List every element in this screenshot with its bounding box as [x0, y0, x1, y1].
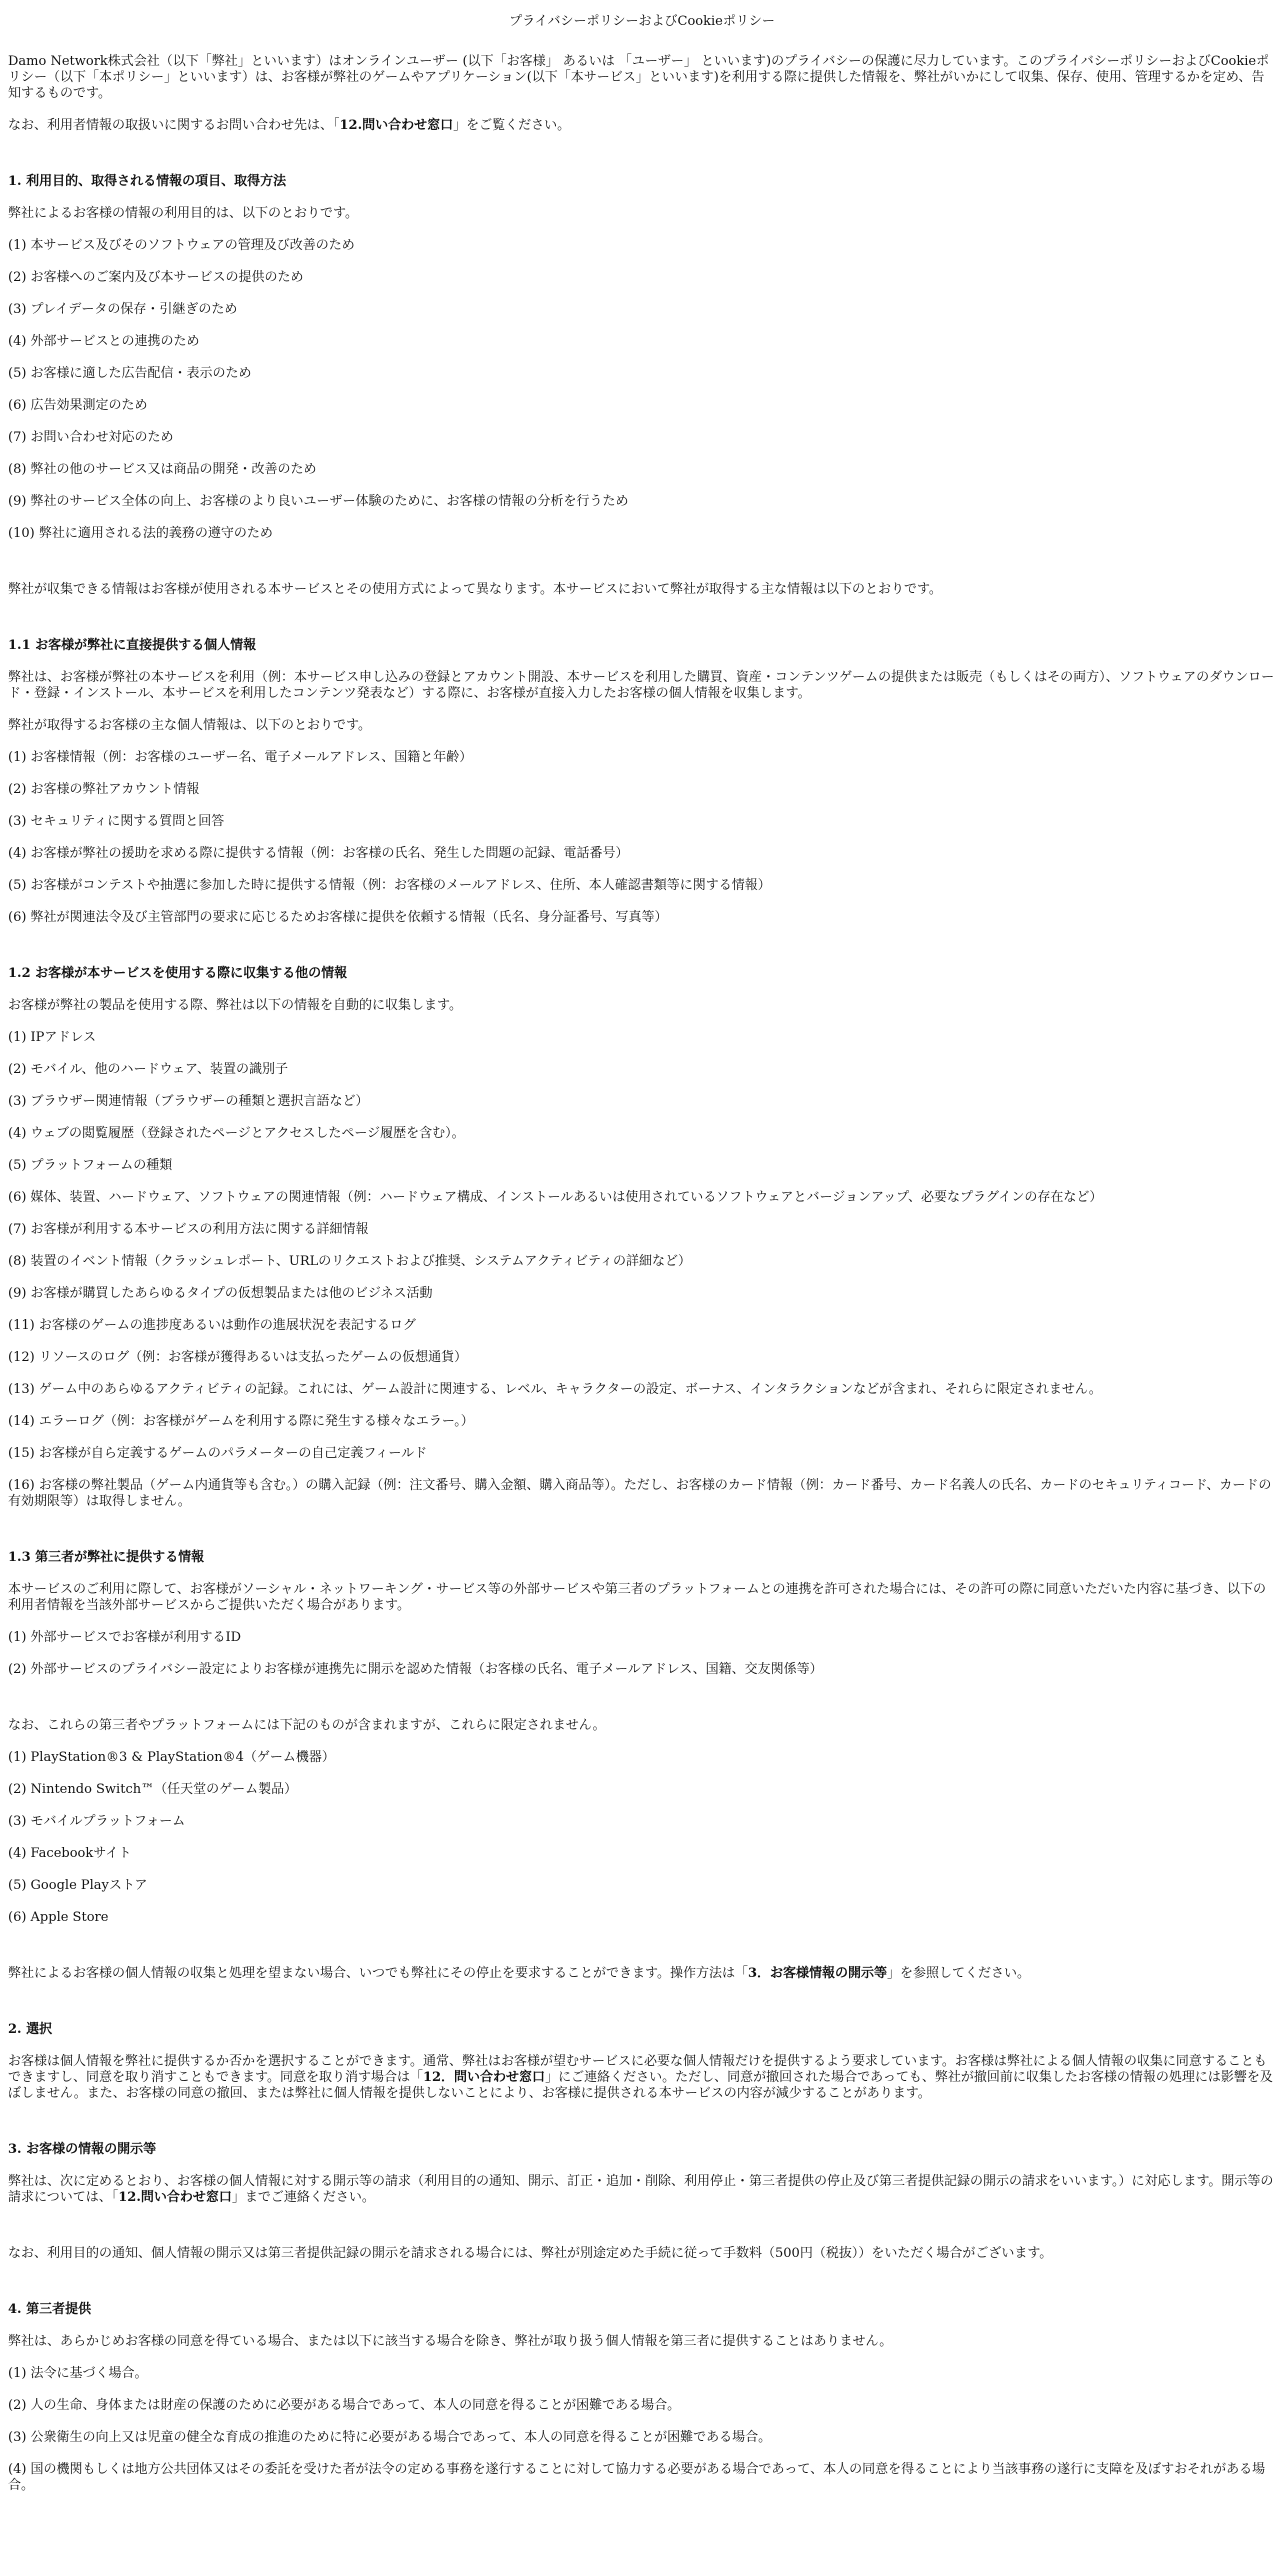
auto-collected-info-list	[8, 1030, 1276, 1510]
intro-paragraph: Damo Network株式会社（以下「弊社」といいます）はオンラインユーザー (以下「お客様」 あるいは 「ユーザー」 といいます)のプライバシーの保護に尽力しています。このプライバシーポリシーおよびCookieポリシー（以下「本ポリシー」といいます）は、お客様が弊社のゲームやアプリケーション(以下「本サービス」といいます)を利用する際に提供した情報を、弊社がいかにして収集、保存、使用、管理するかを定め、告知するものです。	[8, 54, 1270, 101]
spacer	[8, 2222, 1276, 2246]
section-3-fee-paragraph: なお、利用目的の通知、個人情報の開示又は第三者提供記録の開示を請求される場合には、弊社が別途定めた手続に従って手数料（500円（税抜））をいただく場合がございます。	[8, 2246, 1053, 2261]
spacer	[8, 1998, 1276, 2022]
list-item: (9) お客様が購買したあらゆるタイプの仮想製品または他のビジネス活動	[8, 1286, 433, 1301]
list-item: (11) お客様のゲームの進捗度あるいは動作の進展状況を表記するログ	[8, 1318, 416, 1333]
section-1-3-lead2: なお、これらの第三者やプラットフォームには下記のものが含まれますが、これらに限定されません。	[8, 1718, 606, 1733]
list-item: (3) プレイデータの保存・引継ぎのため	[8, 302, 238, 317]
spacer	[8, 2118, 1276, 2142]
list-item: (2) 外部サービスのプライバシー設定によりお客様が連携先に開示を認めた情報（お客様の氏名、電子メールアドレス、国籍、交友関係等）	[8, 1662, 823, 1677]
list-item: (14) エラーログ（例：お客様がゲームを利用する際に発生する様々なエラー。）	[8, 1414, 474, 1429]
section-1-2-lead: お客様が弊社の製品を使用する際、弊社は以下の情報を自動的に収集します。	[8, 998, 462, 1013]
list-item: (12) リソースのログ（例：お客様が獲得あるいは支払ったゲームの仮想通貨）	[8, 1350, 468, 1365]
spacer	[8, 30, 1276, 54]
list-item: (13) ゲーム中のあらゆるアクティビティの記録。これには、ゲーム設計に関連する、レベル、キャラクターの設定、ボーナス、インタラクションなどが含まれ、それらに限定されません。	[8, 1382, 1102, 1397]
list-item: (2) 人の生命、身体または財産の保護のために必要がある場合であって、本人の同意を得ることが困難である場合。	[8, 2398, 681, 2413]
list-item: (6) 弊社が関連法令及び主管部門の要求に応じるためお客様に提供を依頼する情報（氏名、身分証番号、写真等）	[8, 910, 668, 925]
list-item: (8) 装置のイベント情報（クラッシュレポート、URLのリクエストおよび推奨、システムアクティビティの詳細など）	[8, 1254, 691, 1269]
list-item: (6) Apple Store	[8, 1910, 109, 1925]
list-item: (2) モバイル、他のハードウェア、装置の識別子	[8, 1062, 288, 1077]
spacer	[8, 942, 1276, 966]
list-item: (3) ブラウザー関連情報（ブラウザーの種類と選択言語など）	[8, 1094, 369, 1109]
section-1-outro: 弊社が収集できる情報はお客様が使用される本サービスとその使用方式によって異なります。本サービスにおいて弊社が取得する主な情報は以下のとおりです。	[8, 582, 942, 597]
third-party-exception-list	[8, 2366, 1276, 2494]
list-item: (1) 外部サービスでお客様が利用するID	[8, 1630, 242, 1645]
section-1-3-outro	[8, 1966, 1276, 1982]
spacer	[8, 614, 1276, 638]
list-item: (5) プラットフォームの種類	[8, 1158, 173, 1173]
personal-info-list	[8, 750, 1276, 926]
list-item: (1) お客様情報（例：お客様のユーザー名、電子メールアドレス、国籍と年齢）	[8, 750, 473, 765]
intro-contact-text: なお、利用者情報の取扱いに関するお問い合わせ先は、「	[8, 118, 340, 133]
intro-contact-paragraph	[8, 118, 1276, 134]
list-item: (7) お客様が利用する本サービスの利用方法に関する詳細情報	[8, 1222, 369, 1237]
list-item: (5) Google Playストア	[8, 1878, 148, 1893]
section-heading-1-3: 1.3 第三者が弊社に提供する情報	[8, 1550, 205, 1565]
section-2-text-end: 」にご連絡ください。ただし、同意が撤回された場合であっても、弊社が撤回前に収集したお客様の情報の処理には影響を及ぼしません。また、お客様の同意の撤回、または弊社に個人情報を提供しないことにより、お客様に提供される本サービスの内容が減少することがあります。	[8, 2070, 1273, 2101]
list-item: (1) 法令に基づく場合。	[8, 2366, 148, 2381]
spacer	[8, 1942, 1276, 1966]
section-1-lead: 弊社によるお客様の情報の利用目的は、以下のとおりです。	[8, 206, 358, 221]
list-item: (6) 広告効果測定のため	[8, 398, 148, 413]
outro-text: 弊社によるお客様の個人情報の収集と処理を望まない場合、いつでも弊社にその停止を要求することができます。操作方法は「	[8, 1966, 748, 1981]
list-item: (2) お客様へのご案内及び本サービスの提供のため	[8, 270, 304, 285]
section-4-lead: 弊社は、あらかじめお客様の同意を得ている場合、または以下に該当する場合を除き、弊社が取り扱う個人情報を第三者に提供することはありません。	[8, 2334, 893, 2349]
list-item: (5) お客様に適した広告配信・表示のため	[8, 366, 252, 381]
contact-section-link-3: 12.問い合わせ窓口	[118, 2190, 232, 2205]
spacer	[8, 1694, 1276, 1718]
list-item: (1) 本サービス及びそのソフトウェアの管理及び改善のため	[8, 238, 355, 253]
spacer	[8, 1526, 1276, 1550]
section-1-1-lead: 弊社が取得するお客様の主な個人情報は、以下のとおりです。	[8, 718, 371, 733]
list-item: (1) IPアドレス	[8, 1030, 97, 1045]
list-item: (4) Facebookサイト	[8, 1846, 132, 1861]
list-item: (3) モバイルプラットフォーム	[8, 1814, 186, 1829]
section-heading-3: 3. お客様の情報の開示等	[8, 2142, 157, 2157]
list-item: (4) お客様が弊社の援助を求める際に提供する情報（例：お客様の氏名、発生した問題の記録、電話番号）	[8, 846, 629, 861]
list-item: (6) 媒体、装置、ハードウェア、ソフトウェアの関連情報（例：ハードウェア構成、インストールあるいは使用されているソフトウェアとバージョンアップ、必要なプラグインの存在など）	[8, 1190, 1103, 1205]
section-heading-1-2: 1.2 お客様が本サービスを使用する際に収集する他の情報	[8, 966, 348, 981]
purpose-list	[8, 238, 1276, 542]
list-item: (7) お問い合わせ対応のため	[8, 430, 174, 445]
spacer	[8, 558, 1276, 582]
spacer	[8, 2278, 1276, 2302]
list-item: (4) 国の機関もしくは地方公共団体又はその委託を受けた者が法令の定める事務を遂行することに対して協力する必要がある場合であって、本人の同意を得ることにより当該事務の遂行に支障を及ぼすおそれがある場合。	[8, 2462, 1266, 2493]
list-item: (3) 公衆衛生の向上又は児童の健全な育成の推進のために特に必要がある場合であって、本人の同意を得ることが困難である場合。	[8, 2430, 772, 2445]
platform-list	[8, 1750, 1276, 1926]
contact-section-link-2: 12．問い合わせ窓口	[422, 2070, 546, 2085]
section-2-paragraph	[8, 2054, 1276, 2102]
list-item: (5) お客様がコンテストや抽選に参加した時に提供する情報（例：お客様のメールアドレス、住所、本人確認書類等に関する情報）	[8, 878, 771, 893]
section-3-paragraph	[8, 2174, 1276, 2206]
contact-section-link: 12.問い合わせ窓口	[339, 118, 454, 133]
list-item: (2) お客様の弊社アカウント情報	[8, 782, 200, 797]
list-item: (9) 弊社のサービス全体の向上、お客様のより良いユーザー体験のために、お客様の情報の分析を行うため	[8, 494, 629, 509]
disclosure-section-link: 3．お客様情報の開示等	[747, 1966, 888, 1981]
section-heading-1: 1. 利用目的、取得される情報の項目、取得方法	[8, 174, 287, 189]
list-item: (1) PlayStation®3 & PlayStation®4（ゲーム機器）	[8, 1750, 335, 1765]
section-heading-4: 4. 第三者提供	[8, 2302, 92, 2317]
section-1-3-paragraph: 本サービスのご利用に際して、お客様がソーシャル・ネットワーキング・サービス等の外部サービスや第三者のプラットフォームとの連携を許可された場合には、その許可の際に同意いただいた内容に基づき、以下の利用者情報を当該外部サービスからご提供いただく場合があります。	[8, 1582, 1267, 1613]
section-heading-2: 2. 選択	[8, 2022, 53, 2037]
page-title: プライバシーポリシーおよびCookieポリシー	[509, 14, 775, 29]
intro-contact-text-end: 」をご覧ください。	[453, 118, 571, 133]
list-item: (16) お客様の弊社製品（ゲーム内通貨等も含む。）の購入記録（例：注文番号、購入金額、購入商品等）。ただし、お客様のカード情報（例：カード番号、カード名義人の氏名、カードのセキュリティコード、カードの有効期限等）は取得しません。	[8, 1478, 1272, 1509]
outro-text-end: 」を参照してください。	[887, 1966, 1031, 1981]
section-3-text: 弊社は、次に定めるとおり、お客様の個人情報に対する開示等の請求（利用目的の通知、開示、訂正・追加・削除、利用停止・第三者提供の停止及び第三者提供記録の開示の請求をいいます。）に対応します。開示等の請求については、「	[8, 2174, 1274, 2205]
list-item: (4) 外部サービスとの連携のため	[8, 334, 200, 349]
section-1-1-paragraph: 弊社は、お客様が弊社の本サービスを利用（例：本サービス申し込みの登録とアカウント開設、本サービスを利用した購買、資産・コンテンツゲームの提供または販売（もしくはその両方）、ソフトウェアのダウンロード・登録・インストール、本サービスを利用したコンテンツ発表など）する際に、お客様が直接入力したお客様の個人情報を収集します。	[8, 670, 1275, 701]
list-item: (2) Nintendo Switch™（任天堂のゲーム製品）	[8, 1782, 298, 1797]
list-item: (8) 弊社の他のサービス又は商品の開発・改善のため	[8, 462, 317, 477]
section-3-text-end: 」までご連絡ください。	[231, 2190, 375, 2205]
third-party-info-list	[8, 1630, 1276, 1678]
list-item: (15) お客様が自ら定義するゲームのパラメーターの自己定義フィールド	[8, 1446, 428, 1461]
list-item: (4) ウェブの閲覧履歴（登録されたページとアクセスしたページ履歴を含む）。	[8, 1126, 465, 1141]
list-item: (10) 弊社に適用される法的義務の遵守のため	[8, 526, 273, 541]
section-heading-1-1: 1.1 お客様が弊社に直接提供する個人情報	[8, 638, 257, 653]
section-2-text: お客様は個人情報を弊社に提供するか否かを選択することができます。通常、弊社はお客様が望むサービスに必要な個人情報だけを提供するよう要求しています。お客様は弊社による個人情報の収集に同意することもできますし、同意を取り消すこともできます。同意を取り消す場合は「	[8, 2054, 1267, 2085]
spacer	[8, 150, 1276, 174]
list-item: (3) セキュリティに関する質問と回答	[8, 814, 225, 829]
